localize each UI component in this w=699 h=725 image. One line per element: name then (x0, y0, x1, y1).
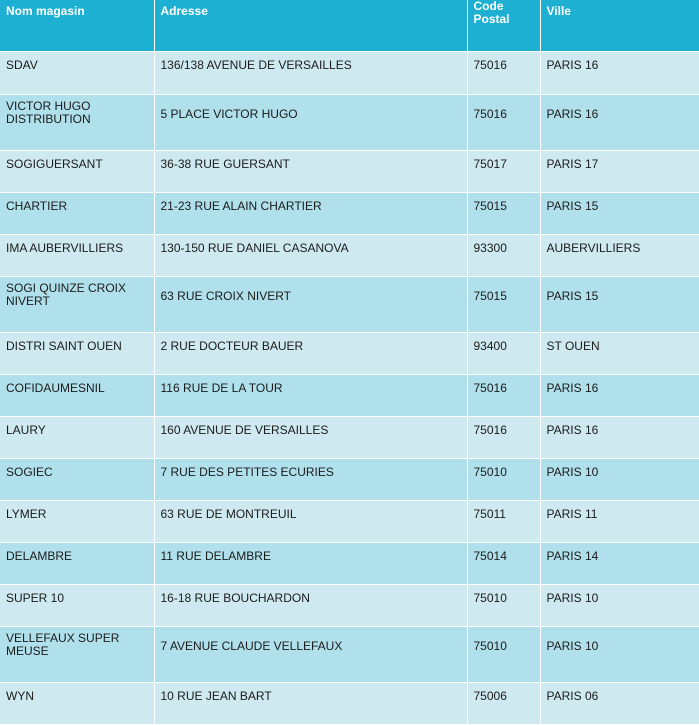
cell-city: PARIS 15 (540, 276, 699, 332)
cell-address: 11 RUE DELAMBRE (154, 542, 467, 584)
cell-address: 7 AVENUE CLAUDE VELLEFAUX (154, 626, 467, 682)
cell-postal-code: 75010 (467, 458, 540, 500)
cell-postal-code: 75016 (467, 374, 540, 416)
cell-store-name: SUPER 10 (0, 584, 154, 626)
cell-city: ST OUEN (540, 332, 699, 374)
table-row (0, 150, 699, 192)
table-body (0, 51, 699, 724)
table-row (0, 234, 699, 276)
cell-store-name: LAURY (0, 416, 154, 458)
cell-postal-code: 93300 (467, 234, 540, 276)
cell-postal-code: 75017 (467, 150, 540, 192)
cell-store-name: SOGIEC (0, 458, 154, 500)
cell-address: 10 RUE JEAN BART (154, 682, 467, 724)
cell-city: PARIS 16 (540, 416, 699, 458)
cell-store-name: IMA AUBERVILLIERS (0, 234, 154, 276)
cell-store-name: DISTRI SAINT OUEN (0, 332, 154, 374)
cell-address: 63 RUE CROIX NIVERT (154, 276, 467, 332)
cell-postal-code: 75016 (467, 51, 540, 94)
cell-store-name: VICTOR HUGO DISTRIBUTION (0, 94, 154, 150)
cell-city: PARIS 10 (540, 458, 699, 500)
header-address: Adresse (154, 0, 467, 51)
cell-address: 21-23 RUE ALAIN CHARTIER (154, 192, 467, 234)
cell-postal-code: 75010 (467, 584, 540, 626)
cell-city: PARIS 11 (540, 500, 699, 542)
cell-address: 36-38 RUE GUERSANT (154, 150, 467, 192)
cell-address: 130-150 RUE DANIEL CASANOVA (154, 234, 467, 276)
cell-address: 2 RUE DOCTEUR BAUER (154, 332, 467, 374)
cell-address: 7 RUE DES PETITES ECURIES (154, 458, 467, 500)
cell-city: PARIS 17 (540, 150, 699, 192)
cell-address: 116 RUE DE LA TOUR (154, 374, 467, 416)
cell-postal-code: 75014 (467, 542, 540, 584)
header-store-name: Nom magasin (0, 0, 154, 51)
table-row (0, 94, 699, 150)
table-row (0, 542, 699, 584)
cell-postal-code: 75016 (467, 416, 540, 458)
header-row (0, 0, 699, 51)
cell-postal-code: 75015 (467, 276, 540, 332)
table-row (0, 500, 699, 542)
cell-store-name: DELAMBRE (0, 542, 154, 584)
cell-address: 5 PLACE VICTOR HUGO (154, 94, 467, 150)
cell-address: 160 AVENUE DE VERSAILLES (154, 416, 467, 458)
cell-store-name: SDAV (0, 51, 154, 94)
table-row (0, 416, 699, 458)
cell-city: AUBERVILLIERS (540, 234, 699, 276)
cell-postal-code: 75016 (467, 94, 540, 150)
cell-store-name: WYN (0, 682, 154, 724)
cell-postal-code: 75015 (467, 192, 540, 234)
cell-city: PARIS 16 (540, 374, 699, 416)
cell-postal-code: 75011 (467, 500, 540, 542)
cell-address: 63 RUE DE MONTREUIL (154, 500, 467, 542)
cell-city: PARIS 16 (540, 51, 699, 94)
table-row (0, 458, 699, 500)
table-row (0, 626, 699, 682)
header-postal-code-label: Code Postal (473, 0, 510, 26)
table-row (0, 584, 699, 626)
table-row (0, 682, 699, 724)
cell-store-name: CHARTIER (0, 192, 154, 234)
cell-city: PARIS 15 (540, 192, 699, 234)
cell-store-name: LYMER (0, 500, 154, 542)
cell-store-name: VELLEFAUX SUPER MEUSE (0, 626, 154, 682)
cell-postal-code: 75006 (467, 682, 540, 724)
cell-postal-code: 75010 (467, 626, 540, 682)
header-postal-code (467, 0, 540, 51)
table-row (0, 374, 699, 416)
table-row (0, 51, 699, 94)
cell-store-name: SOGI QUINZE CROIX NIVERT (0, 276, 154, 332)
cell-store-name: COFIDAUMESNIL (0, 374, 154, 416)
cell-city: PARIS 06 (540, 682, 699, 724)
cell-city: PARIS 14 (540, 542, 699, 584)
cell-city: PARIS 10 (540, 584, 699, 626)
table-row (0, 192, 699, 234)
table-header (0, 0, 699, 51)
cell-store-name: SOGIGUERSANT (0, 150, 154, 192)
cell-city: PARIS 16 (540, 94, 699, 150)
cell-address: 136/138 AVENUE DE VERSAILLES (154, 51, 467, 94)
header-city: Ville (540, 0, 699, 51)
table-row (0, 332, 699, 374)
cell-address: 16-18 RUE BOUCHARDON (154, 584, 467, 626)
table-row (0, 276, 699, 332)
cell-city: PARIS 10 (540, 626, 699, 682)
cell-postal-code: 93400 (467, 332, 540, 374)
